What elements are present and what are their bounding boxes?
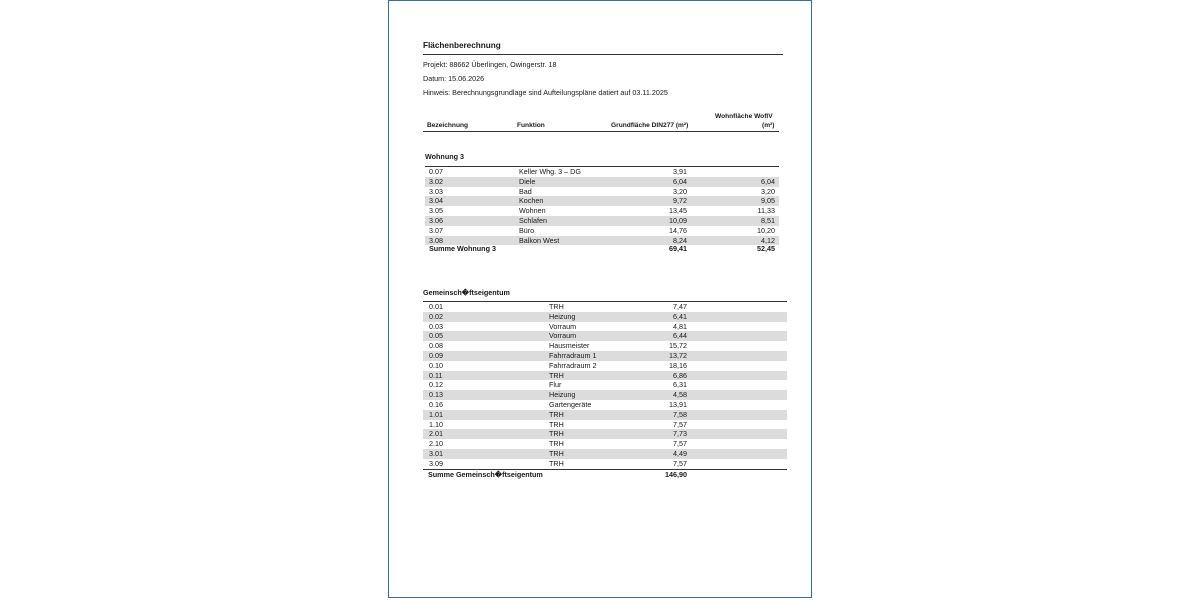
sum-wohn-wohnung3: 52,45	[757, 244, 775, 253]
table-row	[423, 420, 787, 430]
section-title-wohnung3: Wohnung 3	[425, 152, 464, 161]
cell-id: 3.08	[429, 235, 443, 245]
cell-funktion: Fahrradraum 2	[549, 360, 597, 370]
cell-id: 2.01	[429, 429, 443, 439]
cell-grund: 4,81	[673, 321, 687, 331]
cell-funktion: Gartengeräte	[549, 400, 592, 409]
table-row	[425, 196, 779, 206]
table-row	[425, 216, 779, 226]
table-row	[425, 206, 779, 216]
header-rule	[423, 131, 779, 132]
cell-grund: 7,57	[673, 419, 687, 429]
cell-id: 0.16	[429, 400, 443, 409]
table-row	[425, 167, 779, 177]
cell-wohn: 6,04	[761, 176, 775, 186]
cell-grund: 9,72	[673, 196, 687, 206]
cell-funktion: TRH	[549, 449, 564, 458]
cell-grund: 14,76	[669, 225, 687, 235]
cell-id: 0.07	[429, 167, 443, 176]
table-row	[423, 400, 787, 410]
cell-id: 0.11	[429, 370, 443, 380]
cell-grund: 6,04	[673, 176, 687, 186]
table-row	[423, 390, 787, 400]
cell-id: 1.01	[429, 409, 443, 419]
cell-grund: 3,91	[673, 167, 687, 176]
cell-grund: 6,41	[673, 311, 687, 321]
table-row	[423, 429, 787, 439]
cell-id: 3.09	[429, 458, 443, 468]
meta-datum: Datum: 15.06.2026	[423, 74, 485, 83]
header-bezeichnung: Bezeichnung	[427, 122, 469, 129]
table-row	[423, 439, 787, 449]
cell-grund: 7,47	[673, 302, 687, 311]
cell-funktion: TRH	[549, 409, 564, 419]
cell-funktion: Balkon West	[519, 235, 560, 245]
table-row	[423, 410, 787, 420]
cell-funktion: TRH	[549, 370, 564, 380]
cell-funktion: Keller Whg. 3 – DG	[519, 167, 581, 176]
cell-funktion: Heizung	[549, 311, 576, 321]
sum-label-gemeinschaft: Summe Gemeinsch�ftseigentum	[428, 470, 543, 479]
cell-id: 0.10	[429, 360, 443, 370]
header-wohnflaeche-unit: (m²)	[762, 122, 775, 129]
cell-funktion: TRH	[549, 419, 564, 429]
cell-funktion: Kochen	[519, 196, 544, 206]
cell-id: 3.02	[429, 176, 443, 186]
cell-wohn: 3,20	[761, 186, 775, 196]
table-row	[423, 361, 787, 371]
section-title-gemeinschaft: Gemeinsch�ftseigentum	[423, 288, 510, 297]
cell-funktion: Heizung	[549, 390, 576, 400]
meta-projekt: Projekt: 88662 Überlingen, Owingerstr. 18	[423, 60, 557, 69]
table-row	[423, 380, 787, 390]
cell-id: 3.06	[429, 216, 443, 225]
table-row	[423, 341, 787, 351]
header-wohnflaeche: Wohnfläche WoflV	[715, 113, 773, 120]
cell-id: 0.03	[429, 321, 443, 331]
table-row	[423, 351, 787, 361]
cell-id: 3.03	[429, 186, 443, 196]
cell-grund: 10,09	[669, 216, 687, 225]
title-rule	[423, 54, 783, 55]
cell-wohn: 8,51	[761, 216, 775, 225]
sum-label-wohnung3: Summe Wohnung 3	[429, 244, 496, 253]
cell-funktion: TRH	[549, 429, 564, 439]
cell-wohn: 9,05	[761, 196, 775, 206]
table-row	[423, 302, 787, 312]
table-row	[423, 459, 787, 469]
cell-grund: 4,49	[673, 449, 687, 458]
document-title: Flächenberechnung	[423, 41, 501, 50]
meta-hinweis: Hinweis: Berechnungsgrundlage sind Aufteilungspläne datiert auf 03.11.2025	[423, 88, 668, 97]
cell-grund: 7,73	[673, 429, 687, 439]
cell-funktion: Bad	[519, 186, 532, 196]
cell-wohn: 11,33	[757, 206, 775, 216]
cell-grund: 7,58	[673, 409, 687, 419]
cell-grund: 6,31	[673, 380, 687, 390]
cell-funktion: Diele	[519, 176, 536, 186]
document-page	[388, 0, 812, 598]
cell-grund: 8,24	[673, 235, 687, 245]
table-row	[425, 226, 779, 236]
table-row	[423, 371, 787, 381]
sum-grund-wohnung3: 69,41	[669, 244, 687, 253]
cell-id: 1.10	[429, 419, 443, 429]
cell-id: 0.09	[429, 351, 443, 360]
cell-id: 3.04	[429, 196, 443, 206]
cell-id: 0.01	[429, 302, 443, 311]
header-grundflaeche: Grundfläche DIN277 (m²)	[611, 122, 689, 129]
cell-grund: 13,91	[669, 400, 687, 409]
cell-grund: 6,86	[673, 370, 687, 380]
cell-funktion: Vorraum	[549, 321, 577, 331]
cell-id: 0.08	[429, 341, 443, 351]
cell-grund: 15,72	[669, 341, 687, 351]
cell-id: 3.07	[429, 225, 443, 235]
cell-funktion: TRH	[549, 458, 564, 468]
header-funktion: Funktion	[517, 122, 545, 129]
cell-id: 0.05	[429, 331, 443, 341]
cell-grund: 4,58	[673, 390, 687, 400]
cell-funktion: Vorraum	[549, 331, 577, 341]
cell-grund: 7,57	[673, 439, 687, 449]
cell-id: 0.13	[429, 390, 443, 400]
sum-grund-gemeinschaft: 146,90	[665, 470, 687, 479]
cell-grund: 13,72	[669, 351, 687, 360]
table-row	[423, 449, 787, 459]
cell-grund: 7,57	[673, 458, 687, 468]
cell-id: 3.05	[429, 206, 443, 216]
cell-wohn: 10,20	[757, 225, 775, 235]
cell-grund: 18,16	[669, 360, 687, 370]
cell-funktion: Wohnen	[519, 206, 546, 216]
cell-id: 3.01	[429, 449, 443, 458]
cell-id: 0.02	[429, 311, 443, 321]
cell-funktion: Hausmeister	[549, 341, 590, 351]
cell-id: 0.12	[429, 380, 443, 390]
cell-id: 2.10	[429, 439, 443, 449]
cell-grund: 13,45	[669, 206, 687, 216]
cell-grund: 3,20	[673, 186, 687, 196]
cell-funktion: TRH	[549, 302, 564, 311]
table-row	[425, 187, 779, 197]
cell-funktion: TRH	[549, 439, 564, 449]
cell-grund: 6,44	[673, 331, 687, 341]
cell-funktion: Büro	[519, 225, 535, 235]
cell-funktion: Flur	[549, 380, 562, 390]
cell-funktion: Schlafen	[519, 216, 547, 225]
table-row	[423, 322, 787, 332]
table-row	[423, 312, 787, 322]
table-row	[425, 177, 779, 187]
table-row	[423, 331, 787, 341]
cell-funktion: Fahrradraum 1	[549, 351, 597, 360]
cell-wohn: 4,12	[761, 235, 775, 245]
